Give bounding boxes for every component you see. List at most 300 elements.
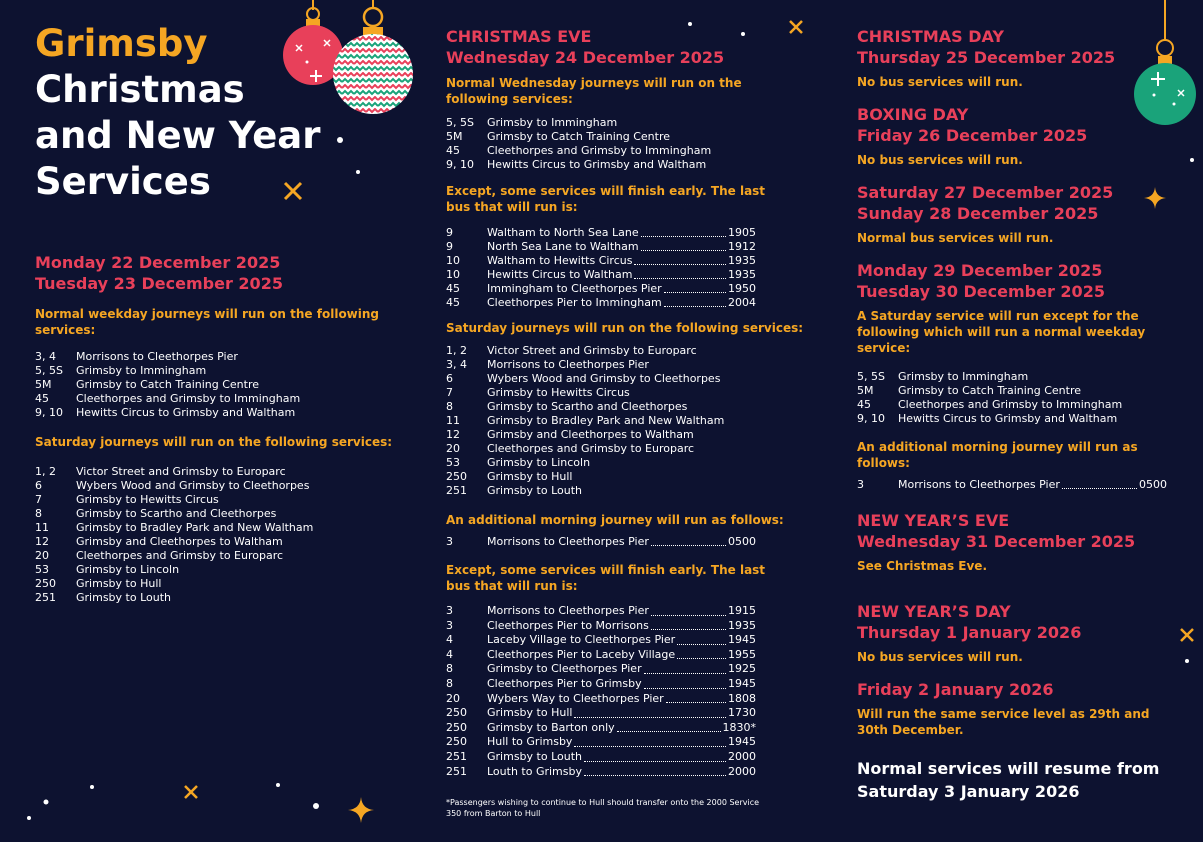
christmas-eve-date: Wednesday 24 December 2025	[446, 48, 725, 67]
service-row	[35, 479, 405, 493]
nyd-date: Thursday 1 January 2026	[857, 623, 1082, 642]
service-row	[446, 400, 816, 414]
service-route: Grimsby to Catch Training Centre	[898, 384, 1082, 397]
service-number: 251	[446, 749, 467, 763]
service-row	[446, 442, 816, 456]
service-time: 2000	[728, 764, 756, 778]
service-route-wrap	[76, 535, 405, 549]
service-row	[446, 296, 756, 310]
service-time: 2000	[728, 749, 756, 763]
dot-leader	[677, 648, 726, 660]
service-row	[446, 428, 816, 442]
service-time: 1905	[728, 226, 756, 239]
service-number: 12	[35, 535, 49, 548]
service-number: 3	[857, 478, 864, 491]
service-route: Grimsby to Hull	[76, 577, 162, 590]
service-route-wrap	[76, 465, 405, 479]
service-route: Grimsby to Hewitts Circus	[76, 493, 219, 506]
service-row	[446, 358, 816, 372]
mon29-morning-note: An additional morning journey will run as follows:	[857, 440, 1138, 470]
service-row	[446, 706, 756, 721]
service-route: Wybers Way to Cleethorpes Pier	[487, 691, 664, 705]
boxing-day-heading: BOXING DAY	[857, 105, 969, 124]
boxing-day-date: Friday 26 December 2025	[857, 126, 1088, 145]
ce-morning-note: An additional morning journey will run as follows:	[446, 513, 784, 527]
service-time: 1935	[728, 254, 756, 267]
mon-tue-weekday-note: Normal weekday journeys will run on the following services:	[35, 307, 380, 337]
service-number: 250	[35, 577, 56, 590]
title-line2: Christmas	[35, 68, 245, 111]
service-route-wrap	[487, 254, 756, 268]
service-route: Morrisons to Cleethorpes Pier	[487, 604, 649, 617]
service-route-wrap	[487, 358, 816, 372]
service-route: Grimsby to Catch Training Centre	[487, 130, 671, 143]
service-number: 7	[35, 493, 42, 506]
service-time: 1830*	[722, 720, 756, 734]
sat27-heading: Saturday 27 December 2025	[857, 183, 1114, 202]
service-route-wrap	[898, 412, 1177, 426]
tue30-heading: Tuesday 30 December 2025	[857, 282, 1105, 301]
service-number: 1, 2	[35, 465, 56, 478]
service-number: 251	[446, 484, 467, 497]
service-row	[446, 268, 756, 282]
service-route-wrap	[487, 296, 756, 310]
service-row	[446, 765, 756, 780]
service-route-wrap	[76, 364, 405, 378]
service-route: Laceby Village to Cleethorpes Pier	[487, 633, 676, 647]
column-left	[35, 0, 405, 605]
service-time: 1915	[728, 604, 756, 617]
service-row	[446, 372, 816, 386]
service-route-wrap	[898, 370, 1177, 384]
service-number: 45	[857, 398, 871, 411]
nye-heading: NEW YEAR’S EVE	[857, 511, 1010, 530]
service-route: Morrisons to Cleethorpes Pier	[487, 535, 649, 548]
service-route: Cleethorpes and Grimsby to Immingham	[76, 392, 301, 405]
service-row	[857, 412, 1177, 426]
dot-leader	[574, 706, 726, 718]
nye-note: See Christmas Eve.	[857, 559, 987, 573]
service-number: 7	[446, 386, 453, 399]
service-row	[35, 392, 405, 406]
service-time: 1935	[728, 618, 756, 632]
service-number: 3	[446, 618, 453, 632]
service-route: Louth to Grimsby	[487, 764, 582, 778]
service-route-wrap	[76, 521, 405, 535]
service-route: Cleethorpes Pier to Immingham	[487, 296, 662, 309]
service-route: Wybers Wood and Grimsby to Cleethorpes	[76, 479, 310, 492]
service-route-wrap	[76, 507, 405, 521]
service-route-wrap	[76, 563, 405, 577]
mon29-morning-list	[857, 478, 1167, 492]
service-row	[35, 465, 405, 479]
service-route: Grimsby to Hewitts Circus	[487, 386, 630, 399]
mon29-heading: Monday 29 December 2025	[857, 261, 1103, 280]
service-route: Grimsby to Immingham	[76, 364, 207, 377]
service-number: 9, 10	[446, 158, 474, 171]
service-row	[446, 721, 756, 736]
service-route: Morrisons to Cleethorpes Pier	[76, 350, 238, 363]
service-row	[446, 692, 756, 707]
service-row	[857, 384, 1177, 398]
dot-leader	[617, 721, 721, 733]
boxing-day-note: No bus services will run.	[857, 153, 1023, 167]
service-number: 5, 5S	[446, 116, 474, 129]
service-number: 10	[446, 268, 460, 281]
service-route-wrap	[76, 479, 405, 493]
service-number: 45	[446, 144, 460, 157]
dot-leader	[644, 677, 726, 689]
service-number: 8	[446, 400, 453, 413]
service-number: 45	[446, 282, 460, 295]
mon-tue-saturday-list	[35, 465, 405, 605]
service-number: 251	[35, 591, 56, 604]
service-route-wrap	[487, 400, 816, 414]
mon-tue-weekday-list	[35, 350, 405, 420]
service-number: 9, 10	[35, 406, 63, 419]
service-number: 53	[446, 456, 460, 469]
service-number: 6	[446, 372, 453, 385]
service-time: 0500	[728, 535, 756, 548]
service-route-wrap	[487, 484, 816, 498]
service-route: Grimsby to Catch Training Centre	[76, 378, 260, 391]
page-title	[35, 21, 405, 205]
dot-leader	[666, 692, 726, 704]
service-route-wrap	[76, 350, 405, 364]
service-number: 3	[446, 604, 453, 617]
service-row	[446, 619, 756, 634]
service-row	[446, 240, 756, 254]
weekend-note: Normal bus services will run.	[857, 231, 1054, 245]
service-row	[35, 591, 405, 605]
service-number: 9	[446, 226, 453, 239]
dot-leader	[664, 282, 726, 293]
service-route-wrap	[487, 535, 756, 549]
service-number: 8	[446, 662, 453, 676]
dot-leader	[641, 226, 726, 237]
service-time: 1945	[728, 676, 756, 690]
service-route-wrap	[487, 456, 816, 470]
ce-normal-list	[446, 116, 816, 172]
service-route: Hull to Grimsby	[487, 735, 573, 749]
service-number: 8	[446, 676, 453, 690]
service-route-wrap	[487, 750, 756, 765]
service-route-wrap	[76, 406, 405, 420]
service-route-wrap	[76, 577, 405, 591]
service-number: 20	[446, 442, 460, 455]
service-route: Cleethorpes Pier to Morrisons	[487, 618, 649, 632]
service-route: Morrisons to Cleethorpes Pier	[898, 478, 1060, 491]
service-route: Waltham to Hewitts Circus	[487, 254, 633, 267]
service-number: 250	[446, 735, 467, 749]
service-row	[35, 493, 405, 507]
service-row	[446, 677, 756, 692]
ce-morning-list	[446, 535, 756, 549]
service-row	[446, 648, 756, 663]
service-row	[857, 398, 1177, 412]
service-number: 250	[446, 706, 467, 720]
sun28-heading: Sunday 28 December 2025	[857, 204, 1099, 223]
dot-leader	[641, 240, 726, 251]
service-route: Hewitts Circus to Waltham	[487, 268, 633, 281]
service-route: Grimsby and Cleethorpes to Waltham	[487, 428, 694, 441]
service-number: 45	[446, 296, 460, 309]
dot-leader	[664, 296, 726, 307]
service-route-wrap	[898, 384, 1177, 398]
service-route: Immingham to Cleethorpes Pier	[487, 282, 662, 295]
service-number: 9, 10	[857, 412, 885, 425]
service-row	[446, 254, 756, 268]
ce-saturday-note: Saturday journeys will run on the following services:	[446, 321, 804, 335]
service-route-wrap	[487, 662, 756, 677]
service-route: Grimsby to Scartho and Cleethorpes	[76, 507, 277, 520]
dot-leader	[584, 750, 726, 762]
service-route: Grimsby to Barton only	[487, 720, 615, 734]
christmas-day-date: Thursday 25 December 2025	[857, 48, 1116, 67]
service-row	[35, 350, 405, 364]
service-route-wrap	[898, 478, 1167, 492]
service-route: Grimsby to Scartho and Cleethorpes	[487, 400, 688, 413]
service-row	[446, 144, 816, 158]
service-row	[446, 116, 816, 130]
service-row	[446, 484, 816, 498]
service-route-wrap	[487, 282, 756, 296]
ce-normal-note: Normal Wednesday journeys will run on the following services:	[446, 76, 742, 106]
mon-tue-saturday-note: Saturday journeys will run on the following services:	[35, 435, 393, 449]
service-row	[35, 521, 405, 535]
dot-leader	[644, 662, 726, 674]
service-row	[446, 282, 756, 296]
service-route-wrap	[76, 392, 405, 406]
service-route: Grimsby to Bradley Park and New Waltham	[76, 521, 314, 534]
ce-early-list-2	[446, 604, 756, 779]
service-route: Grimsby to Immingham	[487, 116, 618, 129]
service-number: 4	[446, 633, 453, 647]
service-row	[35, 378, 405, 392]
service-number: 12	[446, 428, 460, 441]
service-row	[857, 370, 1177, 384]
service-number: 4	[446, 647, 453, 661]
service-route-wrap	[898, 398, 1177, 412]
service-row	[446, 386, 816, 400]
service-route-wrap	[487, 470, 816, 484]
service-number: 3	[446, 535, 453, 548]
service-route: Hewitts Circus to Grimsby and Waltham	[76, 406, 296, 419]
service-route: Hewitts Circus to Grimsby and Waltham	[487, 158, 707, 171]
ce-saturday-list	[446, 344, 816, 498]
dot-leader	[634, 254, 726, 265]
service-row	[446, 633, 756, 648]
service-route: Grimsby to Immingham	[898, 370, 1029, 383]
service-route: Grimsby to Lincoln	[76, 563, 180, 576]
service-number: 20	[35, 549, 49, 562]
service-route: Cleethorpes Pier to Laceby Village	[487, 647, 676, 661]
service-route-wrap	[487, 116, 816, 130]
resume-line2: Saturday 3 January 2026	[857, 782, 1080, 801]
service-row	[35, 507, 405, 521]
title-grimsby: Grimsby	[35, 22, 208, 65]
resume-line1: Normal services will resume from	[857, 759, 1160, 778]
christmas-eve-heading: CHRISTMAS EVE	[446, 27, 592, 46]
service-route-wrap	[487, 240, 756, 254]
ce-early-note-2: Except, some services will finish early. The last bus that will run is:	[446, 563, 766, 593]
ce-footnote: *Passengers wishing to continue to Hull should transfer onto the 2000 Service 350 from Barton to Hull	[446, 798, 760, 819]
service-route: Cleethorpes Pier to Grimsby	[487, 676, 642, 690]
service-route-wrap	[487, 706, 756, 721]
service-row	[35, 535, 405, 549]
service-route: Grimsby to Cleethorpes Pier	[487, 662, 642, 676]
service-number: 5, 5S	[35, 364, 63, 377]
service-route-wrap	[487, 604, 756, 619]
dot-leader	[677, 633, 726, 645]
mon29-note: A Saturday service will run except for the following which will run a normal weekday service:	[857, 309, 1146, 355]
service-number: 3, 4	[446, 358, 467, 371]
nyd-note: No bus services will run.	[857, 650, 1023, 664]
column-right	[857, 0, 1177, 803]
service-row	[446, 414, 816, 428]
service-route: Cleethorpes and Grimsby to Immingham	[487, 144, 712, 157]
service-time: 2004	[728, 296, 756, 309]
service-row	[446, 344, 816, 358]
service-number: 5, 5S	[857, 370, 885, 383]
service-row	[35, 406, 405, 420]
service-row	[446, 535, 756, 549]
service-route-wrap	[487, 414, 816, 428]
service-route: Grimsby to Lincoln	[487, 456, 591, 469]
dot-leader	[1062, 478, 1137, 489]
service-route-wrap	[487, 633, 756, 648]
service-route-wrap	[487, 268, 756, 282]
service-number: 250	[446, 470, 467, 483]
service-route: Morrisons to Cleethorpes Pier	[487, 358, 649, 371]
title-line4: Services	[35, 160, 211, 203]
service-number: 3, 4	[35, 350, 56, 363]
mon29-list	[857, 370, 1177, 426]
service-row	[446, 226, 756, 240]
service-number: 8	[35, 507, 42, 520]
service-time: 1808	[728, 691, 756, 705]
service-row	[446, 604, 756, 619]
service-number: 10	[446, 254, 460, 267]
service-time: 1945	[728, 633, 756, 647]
service-row	[446, 470, 816, 484]
service-route: Grimsby to Louth	[487, 749, 582, 763]
service-route-wrap	[487, 428, 816, 442]
service-route-wrap	[76, 549, 405, 563]
service-time: 1912	[728, 240, 756, 253]
column-middle	[446, 0, 816, 819]
service-number: 250	[446, 720, 467, 734]
service-route: Wybers Wood and Grimsby to Cleethorpes	[487, 372, 721, 385]
service-number: 5M	[35, 378, 52, 391]
service-number: 6	[35, 479, 42, 492]
nyd-heading: NEW YEAR’S DAY	[857, 602, 1011, 621]
service-route-wrap	[76, 591, 405, 605]
mon22-heading: Monday 22 December 2025	[35, 253, 281, 272]
service-route-wrap	[487, 442, 816, 456]
dot-leader	[651, 604, 726, 616]
service-route-wrap	[487, 158, 816, 172]
service-route: Waltham to North Sea Lane	[487, 226, 639, 239]
service-route: Victor Street and Grimsby to Europarc	[76, 465, 286, 478]
service-number: 251	[446, 764, 467, 778]
service-number: 5M	[446, 130, 463, 143]
service-route: Grimsby to Hull	[487, 706, 573, 720]
service-row	[35, 549, 405, 563]
service-route: Cleethorpes and Grimsby to Europarc	[487, 442, 695, 455]
service-route: North Sea Lane to Waltham	[487, 240, 639, 253]
service-route: Grimsby and Cleethorpes to Waltham	[76, 535, 283, 548]
service-route: Grimsby to Hull	[487, 470, 573, 483]
service-route: Hewitts Circus to Grimsby and Waltham	[898, 412, 1118, 425]
service-route-wrap	[487, 677, 756, 692]
title-line3: and New Year	[35, 114, 321, 157]
service-route-wrap	[487, 344, 816, 358]
service-number: 45	[35, 392, 49, 405]
service-route-wrap	[487, 735, 756, 750]
service-time: 0500	[1139, 478, 1167, 491]
service-route-wrap	[487, 144, 816, 158]
service-number: 9	[446, 240, 453, 253]
service-route-wrap	[487, 372, 816, 386]
service-row	[446, 662, 756, 677]
service-number: 5M	[857, 384, 874, 397]
service-row	[446, 735, 756, 750]
service-time: 1950	[728, 282, 756, 295]
service-row	[857, 478, 1167, 492]
service-row	[35, 563, 405, 577]
service-route-wrap	[487, 226, 756, 240]
tue23-heading: Tuesday 23 December 2025	[35, 274, 283, 293]
service-route-wrap	[487, 130, 816, 144]
service-number: 1, 2	[446, 344, 467, 357]
friday2-heading: Friday 2 January 2026	[857, 680, 1054, 699]
service-time: 1945	[728, 735, 756, 749]
service-time: 1730	[728, 706, 756, 720]
ce-early-list	[446, 226, 756, 310]
service-route: Cleethorpes and Grimsby to Europarc	[76, 549, 284, 562]
christmas-day-heading: CHRISTMAS DAY	[857, 27, 1004, 46]
service-route-wrap	[487, 721, 756, 736]
nye-date: Wednesday 31 December 2025	[857, 532, 1136, 551]
service-row	[35, 364, 405, 378]
dot-leader	[651, 535, 726, 546]
service-route-wrap	[76, 378, 405, 392]
service-route-wrap	[76, 493, 405, 507]
service-row	[446, 158, 816, 172]
service-number: 11	[35, 521, 49, 534]
dot-leader	[651, 619, 726, 631]
dot-leader	[584, 765, 726, 777]
service-route: Grimsby to Louth	[76, 591, 171, 604]
christmas-day-note: No bus services will run.	[857, 75, 1023, 89]
service-route-wrap	[487, 692, 756, 707]
dot-leader	[634, 268, 726, 279]
service-time: 1925	[728, 662, 756, 676]
service-row	[446, 750, 756, 765]
service-route: Grimsby to Louth	[487, 484, 582, 497]
ce-early-note: Except, some services will finish early. The last bus that will run is:	[446, 184, 766, 214]
service-row	[446, 130, 816, 144]
service-time: 1935	[728, 268, 756, 281]
service-route: Victor Street and Grimsby to Europarc	[487, 344, 697, 357]
service-route: Cleethorpes and Grimsby to Immingham	[898, 398, 1123, 411]
service-number: 20	[446, 691, 460, 705]
service-row	[446, 456, 816, 470]
service-number: 53	[35, 563, 49, 576]
service-route: Grimsby to Bradley Park and New Waltham	[487, 414, 725, 427]
service-route-wrap	[487, 619, 756, 634]
